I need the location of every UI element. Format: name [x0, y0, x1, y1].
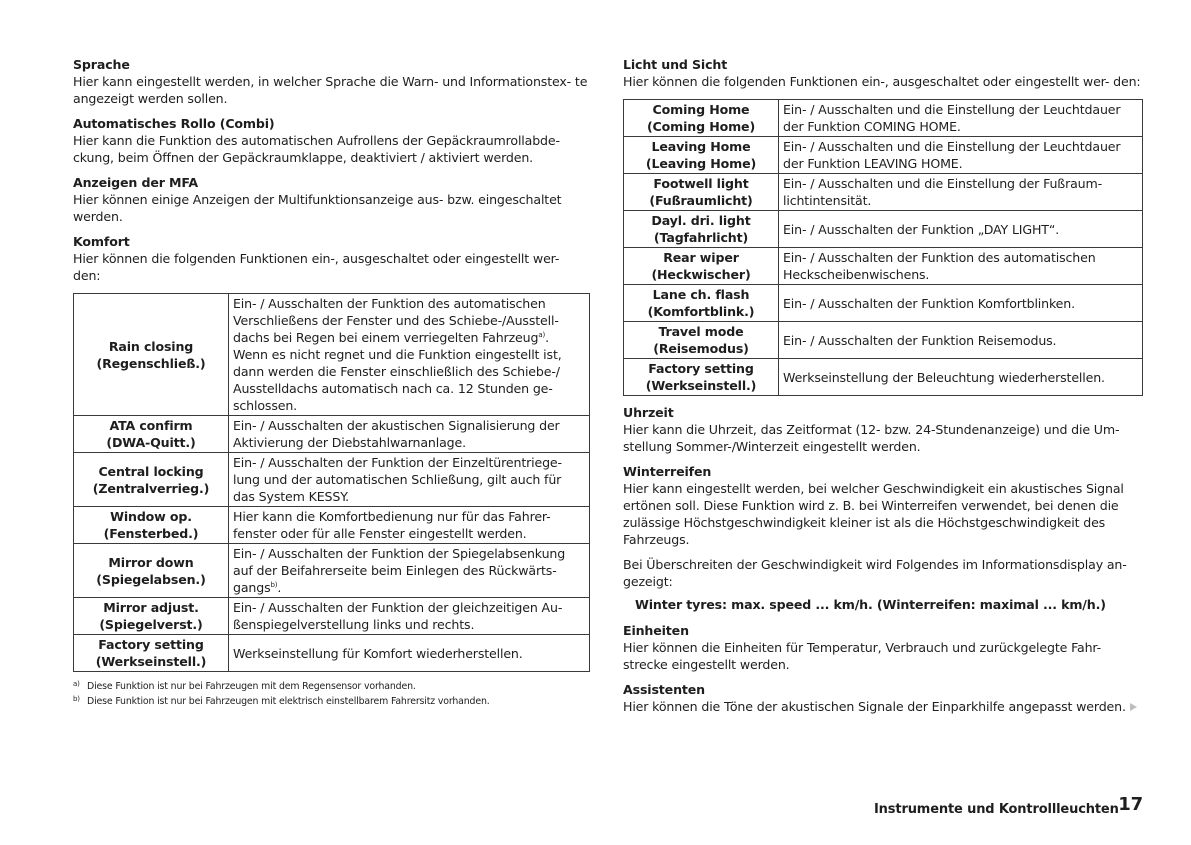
section-heading: Sprache	[73, 57, 130, 72]
table-row	[624, 248, 1143, 285]
page-footer	[870, 794, 1145, 820]
section-text: Hier können die Töne der akustischen Signale der Einparkhilfe angepasst werden.	[623, 698, 1143, 715]
function-name: Mirror down (Spiegelabsen.)	[74, 544, 229, 598]
table-row	[624, 174, 1143, 211]
function-name: Leaving Home (Leaving Home)	[624, 137, 779, 174]
section-einheiten	[623, 622, 1143, 673]
table-row	[74, 635, 590, 672]
table-row	[74, 416, 590, 453]
footnote: b) Diese Funktion ist nur bei Fahrzeugen mit elektrisch einstellbarem Fahrersitz vorhanden.	[73, 695, 490, 707]
table-row	[624, 285, 1143, 322]
display-message: Winter tyres: max. speed ... km/h. (Winterreifen: maximal ... km/h.)	[635, 597, 1106, 612]
section-heading: Uhrzeit	[623, 405, 674, 420]
licht-table	[623, 99, 1143, 396]
function-description: Ein- / Ausschalten der Funktion der gleichzeitigen Au- ßenspiegelverstellung links und rechts.	[229, 598, 590, 635]
function-name: Factory setting (Werkseinstell.)	[624, 359, 779, 396]
section-heading: Komfort	[73, 234, 130, 249]
footnotes	[73, 679, 590, 709]
function-name: Window op. (Fensterbed.)	[74, 507, 229, 544]
page-number: 17	[1118, 794, 1143, 815]
function-description: Hier kann die Komfortbedienung nur für das Fahrer- fenster oder für alle Fenster eingestellt werden.	[229, 507, 590, 544]
function-description: Werkseinstellung der Beleuchtung wiederherstellen.	[779, 359, 1143, 396]
section-anzeigen-mfa	[73, 174, 590, 225]
section-sprache	[73, 56, 590, 107]
komfort-table	[73, 293, 590, 672]
footnote-ref: b)	[270, 581, 278, 589]
footnote: a) Diese Funktion ist nur bei Fahrzeugen mit dem Regensensor vorhanden.	[73, 680, 416, 692]
section-text: Hier können die folgenden Funktionen ein-, ausgeschaltet oder eingestellt wer- den:	[73, 251, 560, 283]
left-column	[73, 56, 590, 709]
function-description: Werkseinstellung für Komfort wiederherstellen.	[229, 635, 590, 672]
function-description: Ein- / Ausschalten der Funktion „DAY LIGHT“.	[779, 211, 1143, 248]
section-text: Hier können die folgenden Funktionen ein-, ausgeschaltet oder eingestellt wer- den:	[623, 74, 1141, 89]
function-name: Travel mode (Reisemodus)	[624, 322, 779, 359]
section-winterreifen	[623, 463, 1143, 613]
section-heading: Automatisches Rollo (Combi)	[73, 116, 275, 131]
section-text: Hier kann eingestellt werden, bei welcher Geschwindigkeit ein akustisches Signal ertönen soll. Diese Funktion wird z. B. bei Winterreifen verwendet, bei denen die zulässige Höchstgeschwindigkeit kleiner ist als die Höchstgeschwindigkeit des Fahrzeugs.	[623, 481, 1124, 547]
function-name: Rear wiper (Heckwischer)	[624, 248, 779, 285]
function-description: Ein- / Ausschalten der akustischen Signalisierung der Aktivierung der Diebstahlwarnanlage.	[229, 416, 590, 453]
section-assistenten	[623, 681, 1143, 715]
section-heading: Einheiten	[623, 623, 689, 638]
table-row	[74, 294, 590, 416]
right-column	[623, 56, 1143, 723]
section-komfort	[73, 233, 590, 284]
function-name: Dayl. dri. light (Tagfahrlicht)	[624, 211, 779, 248]
function-name: Mirror adjust. (Spiegelverst.)	[74, 598, 229, 635]
function-description: Ein- / Ausschalten der Funktion Komfortblinken.	[779, 285, 1143, 322]
function-description: Ein- / Ausschalten der Funktion Reisemodus.	[779, 322, 1143, 359]
section-heading: Winterreifen	[623, 464, 712, 479]
section-automatisches-rollo	[73, 115, 590, 166]
function-name: Rain closing (Regenschließ.)	[74, 294, 229, 416]
function-description: Ein- / Ausschalten und die Einstellung der Leuchtdauer der Funktion COMING HOME.	[779, 100, 1143, 137]
function-name: Lane ch. flash (Komfortblink.)	[624, 285, 779, 322]
section-text: Hier kann die Funktion des automatischen Aufrollens der Gepäckraumrollabde- ckung, beim Öffnen der Gepäckraumklappe, deaktiviert / aktiviert werden.	[73, 133, 560, 165]
table-row	[624, 211, 1143, 248]
chapter-title: Instrumente und Kontrollleuchten	[874, 802, 1119, 817]
section-heading: Licht und Sicht	[623, 57, 728, 72]
function-description: Ein- / Ausschalten der Funktion des automatischen Verschließens der Fenster und des Schiebe-/Ausstell- dachs bei Regen bei einem verriegelten Fahrzeug$^{a)}$. Wenn es nicht regnet und die Funktion eingestellt ist, dann werden die Fenster einschließlich des Schiebe-/ Ausstelldachs automatisch nach ca. 12 Stunden ge- schlossen.	[229, 294, 590, 416]
table-row	[74, 598, 590, 635]
footnote-mark: a)	[73, 680, 80, 688]
table-row	[624, 137, 1143, 174]
table-row	[624, 100, 1143, 137]
table-row	[74, 453, 590, 507]
function-description: Ein- / Ausschalten der Funktion des automatischen Heckscheibenwischens.	[779, 248, 1143, 285]
function-description: Ein- / Ausschalten und die Einstellung der Leuchtdauer der Funktion LEAVING HOME.	[779, 137, 1143, 174]
section-licht-und-sicht	[623, 56, 1143, 90]
function-description: Ein- / Ausschalten der Funktion der Einzeltürentriege- lung und der automatischen Schließung, gilt auch für das System KESSY.	[229, 453, 590, 507]
function-name: Central locking (Zentralverrieg.)	[74, 453, 229, 507]
function-name: Footwell light (Fußraumlicht)	[624, 174, 779, 211]
footnote-ref: a)	[538, 331, 546, 339]
function-description: Ein- / Ausschalten und die Einstellung der Fußraum- lichtintensität.	[779, 174, 1143, 211]
triangle-right-icon	[1130, 703, 1137, 711]
function-name: ATA confirm (DWA-Quitt.)	[74, 416, 229, 453]
section-text-2: Bei Überschreiten der Geschwindigkeit wird Folgendes im Informationsdisplay an- gezeigt:	[623, 557, 1127, 589]
function-name: Factory setting (Werkseinstell.)	[74, 635, 229, 672]
function-name: Coming Home (Coming Home)	[624, 100, 779, 137]
section-text: Hier können die Einheiten für Temperatur, Verbrauch und zurückgelegte Fahr- strecke eingestellt werden.	[623, 640, 1102, 672]
function-description: Ein- / Ausschalten der Funktion der Spiegelabsenkung auf der Beifahrerseite beim Einlegen des Rückwärts- gangs$^{b)}$.	[229, 544, 590, 598]
table-row	[74, 507, 590, 544]
table-row	[624, 359, 1143, 396]
section-heading: Anzeigen der MFA	[73, 175, 198, 190]
section-text: Hier kann eingestellt werden, in welcher Sprache die Warn- und Informationstex- te angezeigt werden sollen.	[73, 74, 588, 106]
footnote-mark: b)	[73, 695, 80, 703]
section-text: Hier kann die Uhrzeit, das Zeitformat (12- bzw. 24-Stundenanzeige) und die Um- stellung Sommer-/Winterzeit eingestellt werden.	[623, 422, 1120, 454]
table-row	[74, 544, 590, 598]
section-uhrzeit	[623, 404, 1143, 455]
section-heading: Assistenten	[623, 682, 705, 697]
table-row	[624, 322, 1143, 359]
section-text: Hier können einige Anzeigen der Multifunktionsanzeige aus- bzw. eingeschaltet werden.	[73, 192, 562, 224]
